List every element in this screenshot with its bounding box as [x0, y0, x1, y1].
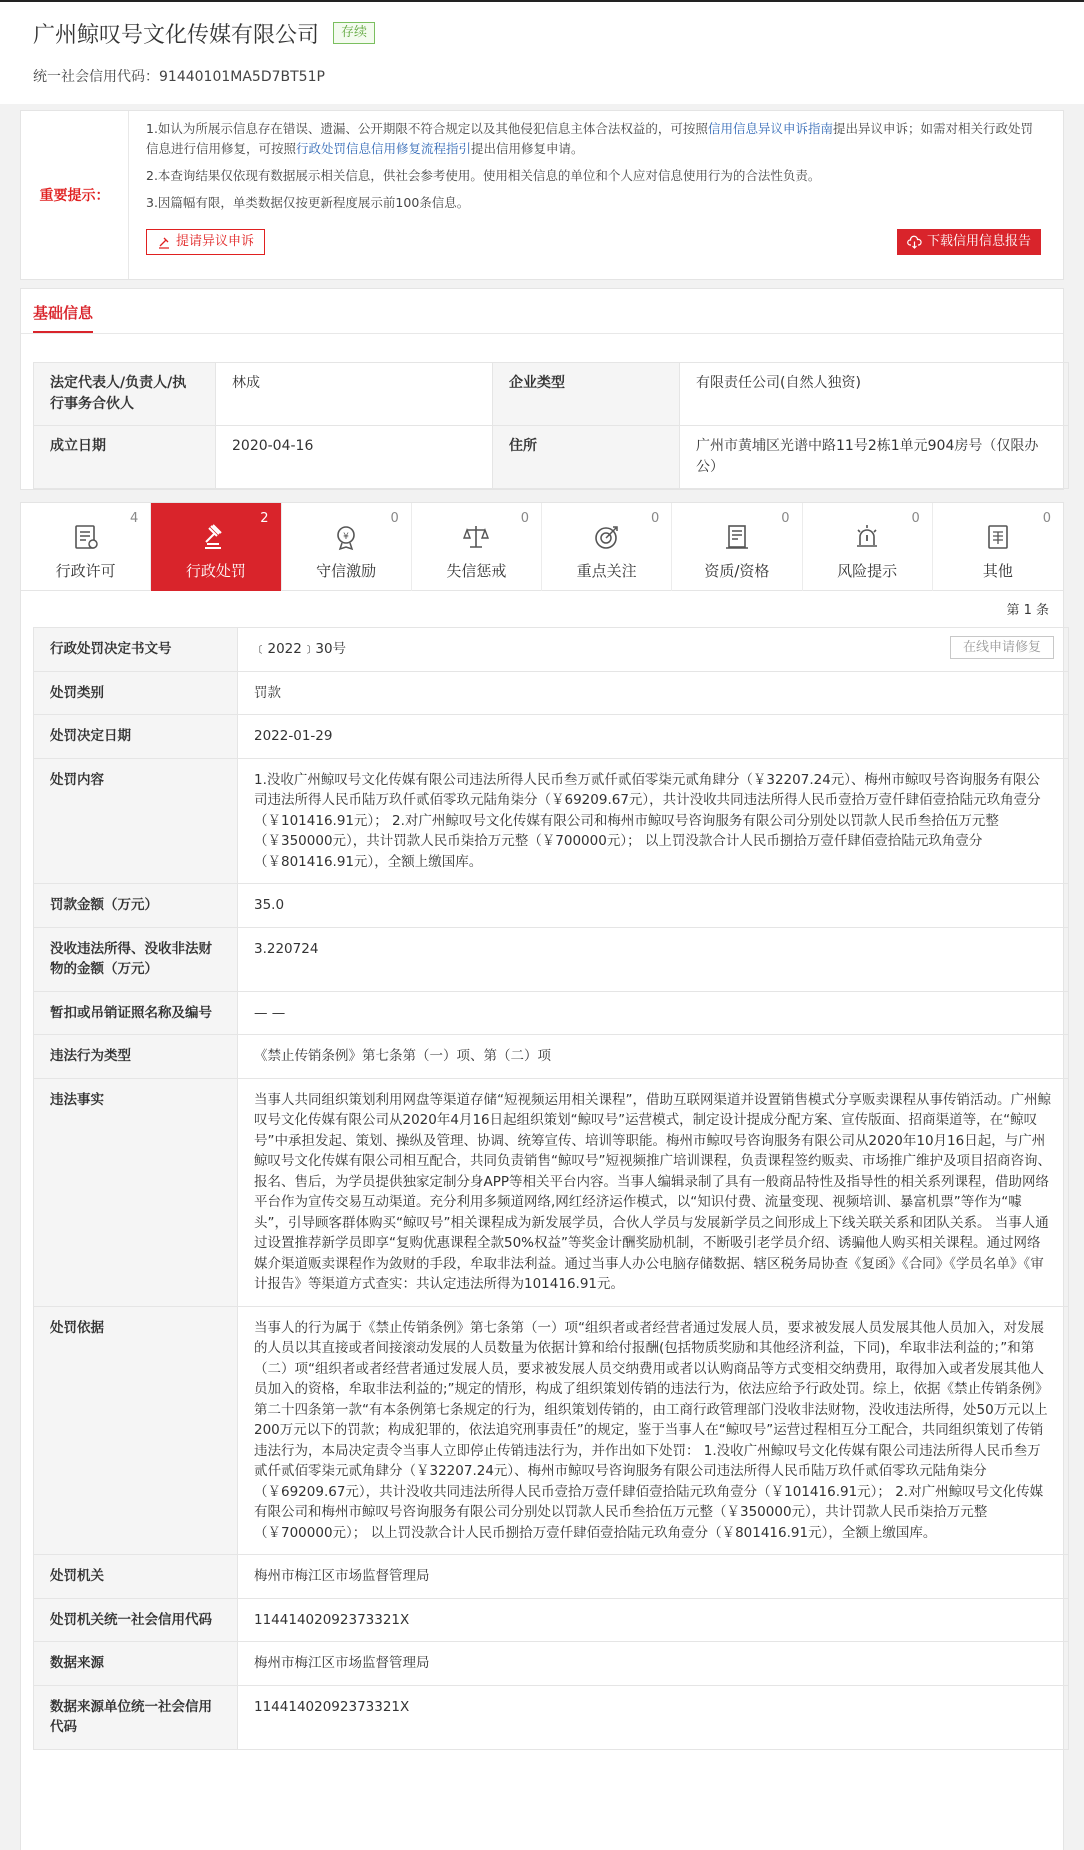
- row-value: 《禁止传销条例》第七条第（一）项、第（二）项: [238, 1035, 1069, 1079]
- tab-label: 守信激励: [316, 562, 377, 580]
- tab-key-focus[interactable]: [542, 503, 672, 591]
- tab-label: 其他: [982, 562, 1013, 580]
- notice-line-2: 2.本查询结果仅依现有数据展示相关信息，供社会参考使用。使用相关信息的单位和个人应对信息使用行为的合法性负责。: [146, 168, 821, 183]
- address-value: 广州市黄埔区光谱中路11号2栋1单元904房号（仅限办公）: [680, 426, 1069, 489]
- tab-admin-penalty[interactable]: [151, 503, 281, 591]
- row-value: 当事人共同组织策划利用网盘等渠道存储“短视频运用相关课程”，借助互联网渠道并设置销售模式分享贩卖课程从事传销活动。广州鲸叹号文化传媒有限公司从2020年4月16日起组织策划“鲸叹号”运营模式，制定设计提成分配方案、宣传版面、招商渠道等，在“鲸叹号”中承担发起、策划、操纵及管理、协调、统筹宣传、培训等职能。梅州市鲸叹号咨询服务有限公司从2020年10月16日起，与广州鲸叹号文化传媒有限公司相互配合，共同负责销售“鲸叹号”短视频推广培训课程，负责课程签约贩卖、市场推广维护及项目招商咨询、报名、售后，为学员提供独家定制分身APP等相关平台内容。当事人编辑录制了具有一般商品特性及指导性的相关系列课程，借助网络平台作为宣传交易互动渠道。充分利用多频道网络,网红经济运作模式，以“知识付费、流量变现、视频培训、暴富机票”等作为“噱头”，引导顾客群体购买“鲸叹号”相关课程成为新发展学员，合伙人学员与发展新学员之间形成上下线关联关系和团队关系。 当事人通过设置推荐新学员即享“复购优惠课程全款50%权益”等奖金计酬奖励机制，不断吸引老学员介绍、诱骗他人购买相关课程。通过网络媒介渠道贩卖课程作为敛财的手段，牟取非法利益。通过当事人办公电脑存储数据、辖区税务局协查《复函》《合同》《学员名单》《审计报告》等渠道方式查实：共认定违法所得为101416.91元。: [238, 1078, 1069, 1306]
- medal-icon: [331, 522, 361, 552]
- table-row: [34, 715, 1069, 759]
- important-notice: [20, 110, 1064, 280]
- row-value: 3.220724: [238, 927, 1069, 991]
- tab-dishonesty-penalty[interactable]: [412, 503, 542, 591]
- legal-rep-value: 林成: [216, 363, 493, 426]
- tab-count: 0: [911, 511, 920, 526]
- basic-info-section: [20, 288, 1064, 490]
- company-name: 广州鲸叹号文化传媒有限公司: [33, 22, 320, 48]
- row-value: 梅州市梅江区市场监督管理局: [238, 1642, 1069, 1686]
- row-key: 处罚依据: [34, 1306, 238, 1555]
- tab-label: 重点关注: [576, 562, 637, 580]
- row-value: 11441402092373321X: [238, 1685, 1069, 1749]
- gavel-icon: [201, 522, 231, 552]
- table-row: [34, 1306, 1069, 1555]
- tab-label: 行政许可: [55, 562, 116, 580]
- tab-label: 失信惩戒: [446, 562, 507, 580]
- table-row: [34, 758, 1069, 884]
- row-value: 当事人的行为属于《禁止传销条例》第七条第（一）项“组织者或者经营者通过发展人员，要求被发展人员发展其他人员加入，对发展的人员以其直接或者间接滚动发展的人员数量为依据计算和给付报酬(包括物质奖励和其他经济利益，下同)，牟取非法利益的；”和第（二）项“组织者或者经营者通过发展人员，要求被发展人员交纳费用或者以认购商品等方式变相交纳费用，取得加入或者发展其他人员加入的资格，牟取非法利益的;”规定的情形，构成了组织策划传销的违法行为，依法应给予行政处罚。综上，依据《禁止传销条例》第二十四条第一款“有本条例第七条规定的行为，组织策划传销的，由工商行政管理部门没收非法财物，没收违法所得，处50万元以上200万元以下的罚款；构成犯罪的，依法追究刑事责任”的规定，鉴于当事人在“鲸叹号”运营过程相互分工配合，共同组织策划了传销违法行为，本局决定责令当事人立即停止传销违法行为，并作出如下处罚： 1.没收广州鲸叹号文化传媒有限公司违法所得人民币叁万贰仟贰佰零柒元贰角肆分（￥32207.24元）、梅州市鲸叹号咨询服务有限公司违法所得人民币陆万玖仟贰佰零玖元陆角柒分（￥69209.67元），共计没收共同违法所得人民币壹拾万壹仟肆佰壹拾陆元玖角壹分（￥101416.91元）； 2.对广州鲸叹号文化传媒有限公司和梅州市鲸叹号咨询服务有限公司分别处以罚款人民币叁拾伍万元整（￥350000元），共计罚款人民币柒拾万元整（￥700000元）； 以上罚没款合计人民币捌拾万壹仟肆佰壹拾陆元玖角壹分（￥801416.91元），全额上缴国库。: [238, 1306, 1069, 1555]
- row-key: 数据来源: [34, 1642, 238, 1686]
- notice-line-3: 3.因篇幅有限，单类数据仅按更新程度展示前100条信息。: [146, 195, 470, 210]
- row-key: 没收违法所得、没收非法财物的金额（万元）: [34, 927, 238, 991]
- tab-other[interactable]: [933, 503, 1063, 591]
- notice-label: 重要提示：: [21, 111, 129, 279]
- row-key: 暂扣或吊销证照名称及编号: [34, 991, 238, 1035]
- row-key: 行政处罚决定书文号: [34, 628, 238, 672]
- tab-label: 行政处罚: [185, 562, 246, 580]
- decision-number-cell: [238, 628, 1069, 672]
- row-key: 罚款金额（万元）: [34, 884, 238, 928]
- table-row: [34, 1598, 1069, 1642]
- table-row: [34, 1555, 1069, 1599]
- table-row: [34, 1642, 1069, 1686]
- document-icon: [983, 522, 1013, 552]
- row-value: 1.没收广州鲸叹号文化传媒有限公司违法所得人民币叁万贰仟贰佰零柒元贰角肆分（￥32207.24元）、梅州市鲸叹号咨询服务有限公司违法所得人民币陆万玖仟贰佰零玖元陆角柒分（￥69209.67元），共计没收共同违法所得人民币壹拾万壹仟肆佰壹拾陆元玖角壹分（￥101416.91元）； 2.对广州鲸叹号文化传媒有限公司和梅州市鲸叹号咨询服务有限公司分别处以罚款人民币叁拾伍万元整（￥350000元），共计罚款人民币柒拾万元整（￥700000元）； 以上罚没款合计人民币捌拾万壹仟肆佰壹拾陆元玖角壹分（￥801416.91元），全额上缴国库。: [238, 758, 1069, 884]
- tab-label: 资质/资格: [704, 562, 770, 580]
- tab-count: 2: [260, 511, 269, 526]
- legal-rep-key: 法定代表人/负责人/执行事务合伙人: [34, 363, 216, 426]
- row-value: 2022-01-29: [238, 715, 1069, 759]
- tab-count: 0: [650, 511, 660, 526]
- category-tabs: [21, 503, 1063, 591]
- row-value: 35.0: [238, 884, 1069, 928]
- penalty-detail-table: [33, 627, 1069, 1750]
- tab-trust-incentive[interactable]: [282, 503, 412, 591]
- tab-count: 0: [781, 511, 790, 526]
- status-badge: 存续: [333, 22, 375, 44]
- row-value: 11441402092373321X: [238, 1598, 1069, 1642]
- notice-text: 提出信用修复申请。: [471, 141, 584, 156]
- appeal-button-label: 提请异议申诉: [176, 234, 255, 249]
- table-row: [34, 363, 1069, 426]
- tab-count: 4: [129, 511, 139, 526]
- table-row: [34, 927, 1069, 991]
- tab-count: 0: [390, 511, 399, 526]
- row-key: 数据来源单位统一社会信用代码: [34, 1685, 238, 1749]
- appeal-icon: [157, 235, 171, 249]
- notice-text: 提出异议申诉；如需对相关行政处罚信息进行信用修复，可按照: [146, 121, 1033, 156]
- row-value: ﹝2022﹞30号: [254, 641, 347, 657]
- address-key: 住所: [493, 426, 680, 489]
- target-icon: [592, 522, 622, 552]
- notice-line-1: [146, 119, 1041, 159]
- row-key: 处罚机关: [34, 1555, 238, 1599]
- certificate-icon: [722, 522, 752, 552]
- founded-date-value: 2020-04-16: [216, 426, 493, 489]
- tab-count: 0: [520, 511, 529, 526]
- basic-info-table: [33, 362, 1069, 489]
- repair-guide-link[interactable]: 行政处罚信息信用修复流程指引: [296, 141, 472, 156]
- row-key: 处罚决定日期: [34, 715, 238, 759]
- company-header: [0, 0, 1084, 104]
- founded-date-key: 成立日期: [34, 426, 216, 489]
- row-key: 违法行为类型: [34, 1035, 238, 1079]
- row-key: 处罚内容: [34, 758, 238, 884]
- company-type-value: 有限责任公司(自然人独资): [680, 363, 1069, 426]
- table-row: [34, 426, 1069, 489]
- table-row: [34, 884, 1069, 928]
- tab-qualification[interactable]: [672, 503, 802, 591]
- notice-text: 1.如认为所展示信息存在错误、遗漏、公开期限不符合规定以及其他侵犯信息主体合法权益的，可按照: [146, 121, 708, 136]
- alarm-icon: [852, 522, 882, 552]
- company-type-key: 企业类型: [493, 363, 680, 426]
- table-row: [34, 1035, 1069, 1079]
- tab-count: 0: [1042, 511, 1051, 526]
- credit-code: 统一社会信用代码：91440101MA5D7BT51P: [33, 69, 325, 85]
- appeal-guide-link[interactable]: 信用信息异议申诉指南: [707, 121, 833, 136]
- table-row: [34, 671, 1069, 715]
- row-key: 处罚类别: [34, 671, 238, 715]
- row-value: 罚款: [238, 671, 1069, 715]
- license-icon: [71, 522, 101, 552]
- table-row: [34, 991, 1069, 1035]
- section-title: 基础信息: [33, 302, 93, 333]
- row-key: 处罚机关统一社会信用代码: [34, 1598, 238, 1642]
- download-button-label: 下载信用信息报告: [926, 234, 1031, 249]
- row-key: 违法事实: [34, 1078, 238, 1306]
- scale-icon: [461, 522, 491, 552]
- row-value: — —: [238, 991, 1069, 1035]
- row-value: 梅州市梅江区市场监督管理局: [238, 1555, 1069, 1599]
- cloud-download-icon: [907, 235, 922, 249]
- table-row: [34, 1078, 1069, 1306]
- svg-text:¥: ¥: [343, 532, 349, 542]
- tab-risk-alert[interactable]: [803, 503, 933, 591]
- tab-label: 风险提示: [837, 562, 898, 580]
- online-repair-button[interactable]: 在线申请修复: [950, 636, 1054, 659]
- download-report-button[interactable]: [897, 229, 1041, 255]
- record-counter: 第 1 条: [1006, 603, 1049, 618]
- tab-admin-license[interactable]: [21, 503, 151, 591]
- table-row: [34, 1685, 1069, 1749]
- table-row: [34, 628, 1069, 672]
- credit-records-section: [20, 502, 1064, 1850]
- appeal-button[interactable]: [146, 229, 265, 255]
